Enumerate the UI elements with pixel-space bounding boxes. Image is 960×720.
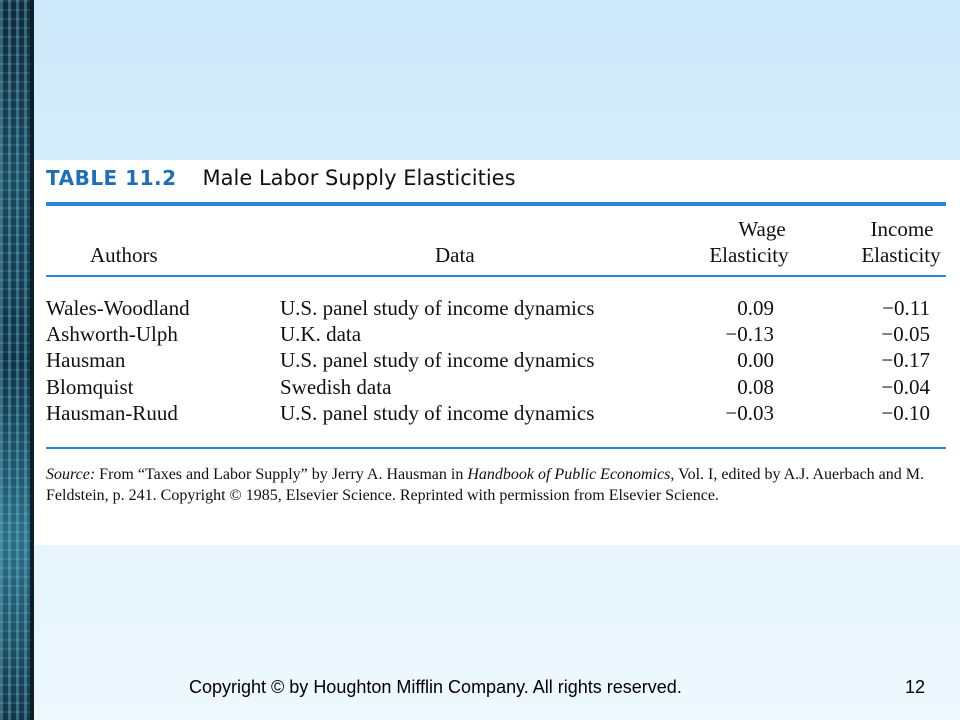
cell-wage: −0.03 (725, 401, 774, 425)
decorative-left-strip (0, 0, 34, 720)
cell-wage: −0.13 (725, 322, 774, 346)
source-label: Source: (46, 466, 96, 483)
cell-data: U.K. data (280, 322, 362, 346)
cell-data: Swedish data (280, 375, 392, 399)
cell-wage: 0.00 (737, 348, 774, 372)
cell-data: U.S. panel study of income dynamics (280, 296, 595, 320)
cell-income: −0.05 (881, 322, 930, 346)
header-authors: Authors (90, 243, 158, 267)
cell-author: Wales-Woodland (46, 296, 190, 320)
source-book-title: Handbook of Public Economics (467, 466, 671, 483)
header-income-line2: Elasticity (861, 243, 941, 267)
source-text-a: From “Taxes and Labor Supply” by Jerry A. Hausman in (95, 466, 468, 483)
table-top-rule (46, 202, 946, 206)
cell-data: U.S. panel study of income dynamics (280, 348, 595, 372)
cell-author: Hausman (46, 348, 126, 372)
cell-data: U.S. panel study of income dynamics (280, 401, 595, 425)
table-name: Male Labor Supply Elasticities (202, 166, 516, 190)
cell-wage: 0.09 (737, 296, 774, 320)
cell-author: Hausman-Ruud (46, 401, 178, 425)
cell-author: Ashworth-Ulph (46, 322, 178, 346)
table-title (46, 166, 516, 202)
cell-income: −0.11 (882, 296, 930, 320)
footer-copyright: Copyright © by Houghton Mifflin Company. All rights reserved. (189, 677, 682, 697)
cell-income: −0.04 (881, 375, 930, 399)
table-source-note (46, 464, 936, 506)
header-wage-line2: Elasticity (709, 243, 789, 267)
cell-author: Blomquist (46, 375, 134, 399)
cell-wage: 0.08 (737, 375, 774, 399)
table-header-rule (46, 275, 946, 277)
table-bottom-rule (46, 447, 946, 449)
cell-income: −0.17 (881, 348, 930, 372)
header-wage-line1: Wage (738, 217, 786, 241)
header-income-line1: Income (870, 217, 934, 241)
page-number: 12 (905, 677, 926, 697)
table-number: TABLE 11.2 (46, 166, 177, 190)
cell-income: −0.10 (881, 401, 930, 425)
header-data: Data (435, 243, 475, 267)
source-text-b: , Vol. I, edited by A.J. Auerbach and M. Feldstein, p. 241. Copyright © 1985, Elsevier Science. Reprinted with permission from Elsevier Science. (46, 466, 924, 504)
table-panel (34, 160, 960, 545)
